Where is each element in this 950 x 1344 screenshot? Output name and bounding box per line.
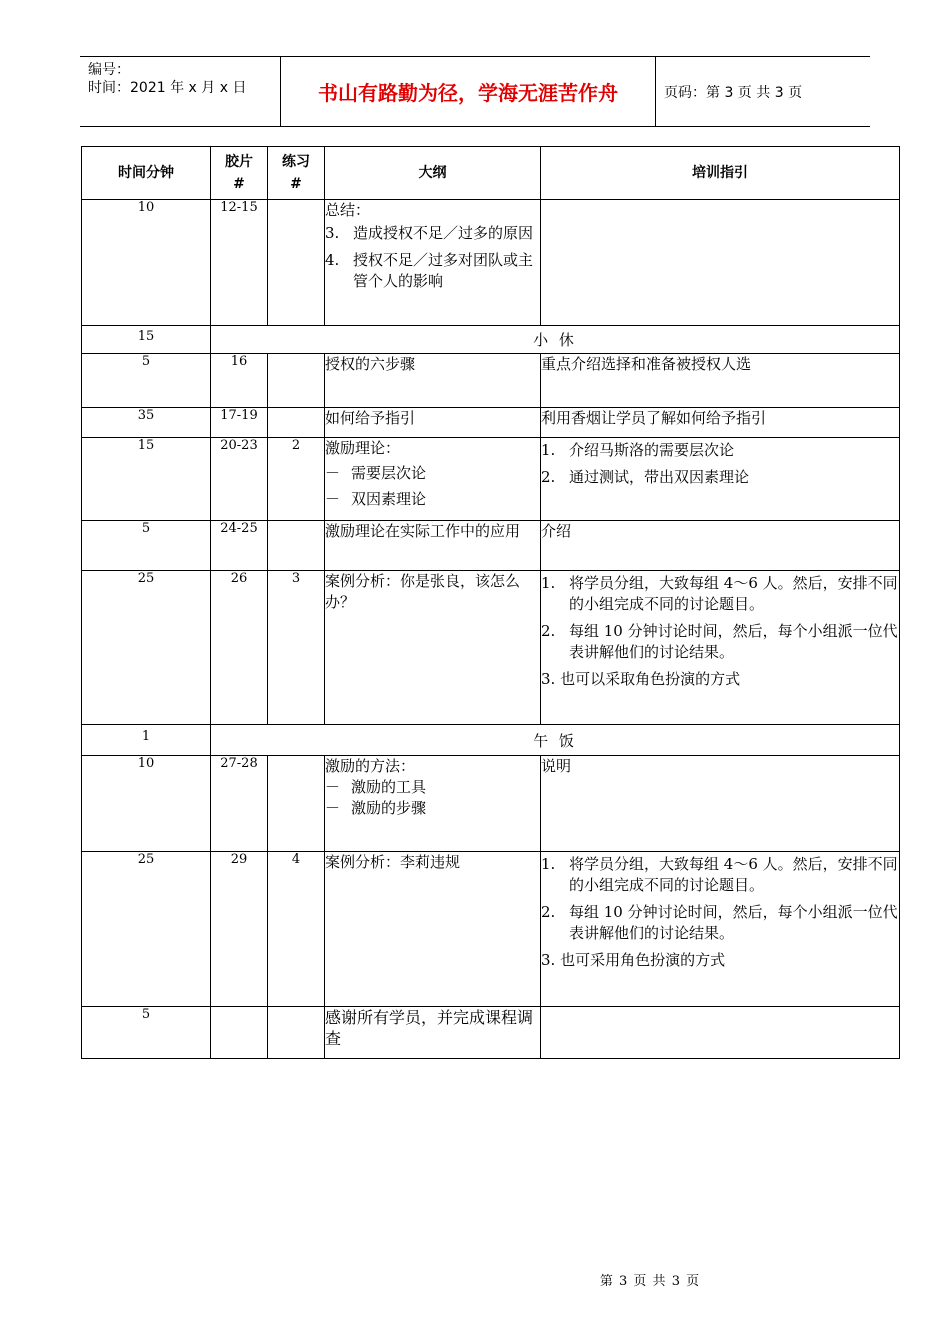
outline-item: － 双因素理论 <box>325 490 427 508</box>
guide-item: 1. 将学员分组，大致每组 4～6 人。然后，安排不同的小组完成不同的讨论题目。 <box>541 574 898 613</box>
table-row <box>82 438 900 521</box>
page-footer: 第 3 页 共 3 页 <box>599 1274 701 1289</box>
cell-exercise: 2 <box>268 438 325 521</box>
guide-item: 2. 每组 10 分钟讨论时间，然后，每个小组派一位代表讲解他们的讨论结果。 <box>541 622 898 661</box>
break-label: 小 休 <box>211 326 900 354</box>
header-outline: 大纲 <box>325 147 541 200</box>
outline-item: － 需要层次论 <box>325 464 427 482</box>
outline-title: 激励理论： <box>325 439 401 457</box>
guide-item: 1. 介绍马斯洛的需要层次论 <box>541 441 735 459</box>
cell-slides: 29 <box>211 852 268 1007</box>
table-row <box>82 408 900 438</box>
guide-item: 3. 也可以采取角色扮演的方式 <box>541 670 741 688</box>
cell-guide: 重点介绍选择和准备被授权人选 <box>541 354 900 408</box>
outline-item: － 激励的步骤 <box>325 799 427 817</box>
cell-time: 10 <box>82 756 211 852</box>
cell-time: 25 <box>82 852 211 1007</box>
cell-exercise: 4 <box>268 852 325 1007</box>
cell-outline: 案例分析：李莉违规 <box>325 852 541 1007</box>
cell-slides: 26 <box>211 571 268 725</box>
cell-guide <box>541 200 900 326</box>
training-schedule-table <box>81 146 900 1059</box>
cell-slides: 27-28 <box>211 756 268 852</box>
cell-exercise <box>268 408 325 438</box>
table-row <box>82 852 900 1007</box>
cell-guide <box>541 571 900 725</box>
cell-time: 5 <box>82 521 211 571</box>
table-row <box>82 521 900 571</box>
cell-exercise <box>268 200 325 326</box>
guide-item: 3. 也可采用角色扮演的方式 <box>541 951 726 969</box>
cell-time: 5 <box>82 354 211 408</box>
table-row <box>82 1007 900 1059</box>
header-exercise: 练习 # <box>268 147 325 200</box>
outline-item: 4. 授权不足／过多对团队或主管个人的影响 <box>325 251 534 290</box>
header-guide: 培训指引 <box>541 147 900 200</box>
document-number-label: 编号： <box>88 62 130 78</box>
guide-item: 2. 通过测试，带出双因素理论 <box>541 468 750 486</box>
document-header <box>80 56 870 127</box>
cell-guide <box>541 1007 900 1059</box>
cell-outline <box>325 200 541 326</box>
header-motto: 书山有路勤为径，学海无涯苦作舟 <box>280 57 656 126</box>
cell-time: 10 <box>82 200 211 326</box>
table-row <box>82 200 900 326</box>
cell-exercise <box>268 1007 325 1059</box>
cell-exercise <box>268 756 325 852</box>
cell-guide: 介绍 <box>541 521 900 571</box>
break-label: 午 饭 <box>211 725 900 756</box>
cell-exercise: 3 <box>268 571 325 725</box>
cell-time: 15 <box>82 438 211 521</box>
cell-outline: 激励理论在实际工作中的应用 <box>325 521 541 571</box>
cell-slides: 24-25 <box>211 521 268 571</box>
cell-slides: 17-19 <box>211 408 268 438</box>
cell-slides <box>211 1007 268 1059</box>
break-row <box>82 725 900 756</box>
cell-exercise <box>268 521 325 571</box>
outline-item: 3. 造成授权不足／过多的原因 <box>325 224 534 242</box>
cell-outline <box>325 756 541 852</box>
cell-guide <box>541 852 900 1007</box>
cell-time: 15 <box>82 326 211 354</box>
outline-title: 激励的方法： <box>325 757 416 775</box>
guide-item: 1. 将学员分组，大致每组 4～6 人。然后，安排不同的小组完成不同的讨论题目。 <box>541 855 898 894</box>
outline-title: 总结： <box>325 201 371 219</box>
header-slide: 胶片 # <box>211 147 268 200</box>
cell-outline: 感谢所有学员，并完成课程调查 <box>325 1007 541 1059</box>
cell-slides: 20-23 <box>211 438 268 521</box>
cell-outline <box>325 438 541 521</box>
header-meta <box>88 61 246 97</box>
outline-item: － 激励的工具 <box>325 778 427 796</box>
table-header-row <box>82 147 900 200</box>
cell-time: 25 <box>82 571 211 725</box>
cell-time: 35 <box>82 408 211 438</box>
cell-slides: 16 <box>211 354 268 408</box>
document-time-label: 时间：2021 年 x 月 x 日 <box>88 80 247 96</box>
cell-outline: 授权的六步骤 <box>325 354 541 408</box>
cell-time: 1 <box>82 725 211 756</box>
cell-outline: 案例分析：你是张良，该怎么办？ <box>325 571 541 725</box>
guide-item: 2. 每组 10 分钟讨论时间，然后，每个小组派一位代表讲解他们的讨论结果。 <box>541 903 898 942</box>
table-row <box>82 756 900 852</box>
header-time: 时间分钟 <box>82 147 211 200</box>
cell-slides: 12-15 <box>211 200 268 326</box>
header-page-info: 页码：第 3 页 共 3 页 <box>664 84 803 101</box>
table-row <box>82 571 900 725</box>
cell-exercise <box>268 354 325 408</box>
table-row <box>82 354 900 408</box>
cell-time: 5 <box>82 1007 211 1059</box>
cell-guide: 利用香烟让学员了解如何给予指引 <box>541 408 900 438</box>
cell-guide <box>541 438 900 521</box>
break-row <box>82 326 900 354</box>
cell-guide: 说明 <box>541 756 900 852</box>
cell-outline: 如何给予指引 <box>325 408 541 438</box>
